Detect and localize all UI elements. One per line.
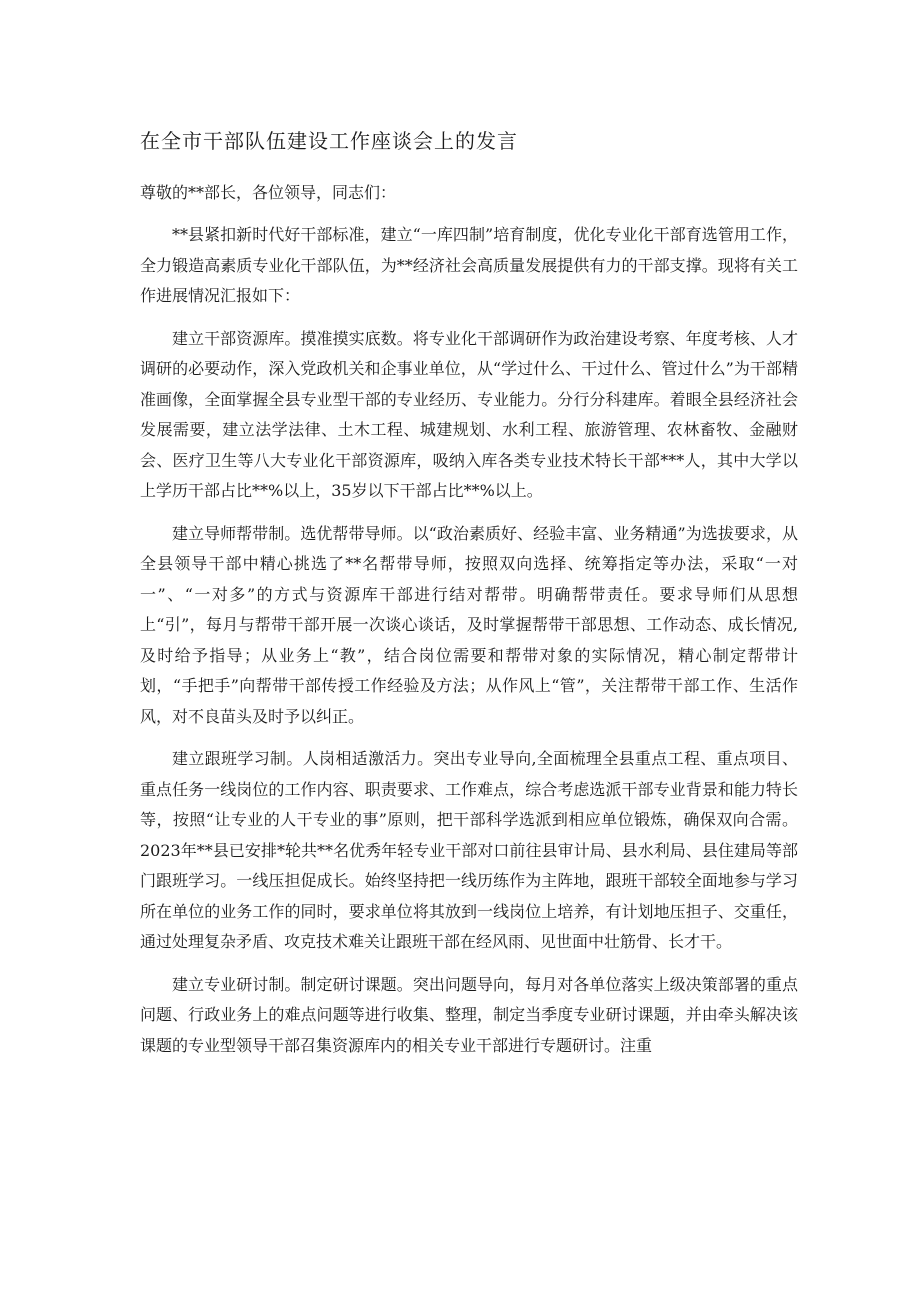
paragraph-resource-library: 建立干部资源库。摸准摸实底数。将专业化干部调研作为政治建设考察、年度考核、人才调研的必要动作，深入党政机关和企事业单位，从“学过什么、干过什么、管过什么”为干部精准画像，全面掌握全县专业型干部的专业经历、专业能力。分行分科建库。着眼全县经济社会发展需要，建立法学法律、土木工程、城建规划、水利工程、旅游管理、农林畜牧、金融财会、医疗卫生等八大专业化干部资源库，吸纳入库各类专业技术特长干部***人，其中大学以上学历干部占比**%以上，35岁以下干部占比**%以上。	[140, 328, 798, 500]
paragraph-shadow-learning: 建立跟班学习制。人岗相适激活力。突出专业导向,全面梳理全县重点工程、重点项目、重点任务一线岗位的工作内容、职责要求、工作难点，综合考虑选派干部专业背景和能力特长等，按照“让专业的人干专业的事”原则，把干部科学选派到相应单位锻炼，确保双向合需。2023年**县已安排*轮共**名优秀年轻专业干部对口前往县审计局、县水利局、县住建局等部门跟班学习。一线压担促成长。始终坚持把一线历练作为主阵地，跟班干部较全面地参与学习所在单位的业务工作的同时，要求单位将其放到一线岗位上培养，有计划地压担子、交重任，通过处理复杂矛盾、攻克技术难关让跟班干部在经风雨、见世面中壮筋骨、长才干。	[140, 749, 798, 951]
paragraph-mentor-system: 建立导师帮带制。选优帮带导师。以“政治素质好、经验丰富、业务精通”为选拔要求，从全县领导干部中精心挑选了**名帮带导师，按照双向选择、统筹指定等办法，采取“一对一”、“一对多”的方式与资源库干部进行结对帮带。明确帮带责任。要求导师们从思想上“引”，每月与帮带干部开展一次谈心谈话，及时掌握帮带干部思想、工作动态、成长情况,及时给予指导；从业务上“教”，结合岗位需要和帮带对象的实际情况，精心制定帮带计划，“手把手”向帮带干部传授工作经验及方法；从作风上“管”，关注帮带干部工作、生活作风，对不良苗头及时予以纠正。	[140, 523, 798, 726]
document-title: 在全市干部队伍建设工作座谈会上的发言	[140, 129, 518, 153]
document-body	[140, 124, 798, 1073]
greeting-line: 尊敬的**部长，各位领导，同志们：	[140, 183, 397, 202]
paragraph-intro: **县紧扣新时代好干部标准，建立“一库四制”培育制度，优化专业化干部育选管用工作，全力锻造高素质专业化干部队伍，为**经济社会高质量发展提供有力的干部支撑。现将有关工作进展情况汇报如下：	[140, 225, 798, 305]
paragraph-professional-seminar: 建立专业研讨制。制定研讨课题。突出问题导向，每月对各单位落实上级决策部署的重点问题、行政业务上的难点问题等进行收集、整理，制定当季度专业研讨课题，并由牵头解决该课题的专业型领导干部召集资源库内的相关专业干部进行专题研讨。注重	[140, 974, 798, 1055]
